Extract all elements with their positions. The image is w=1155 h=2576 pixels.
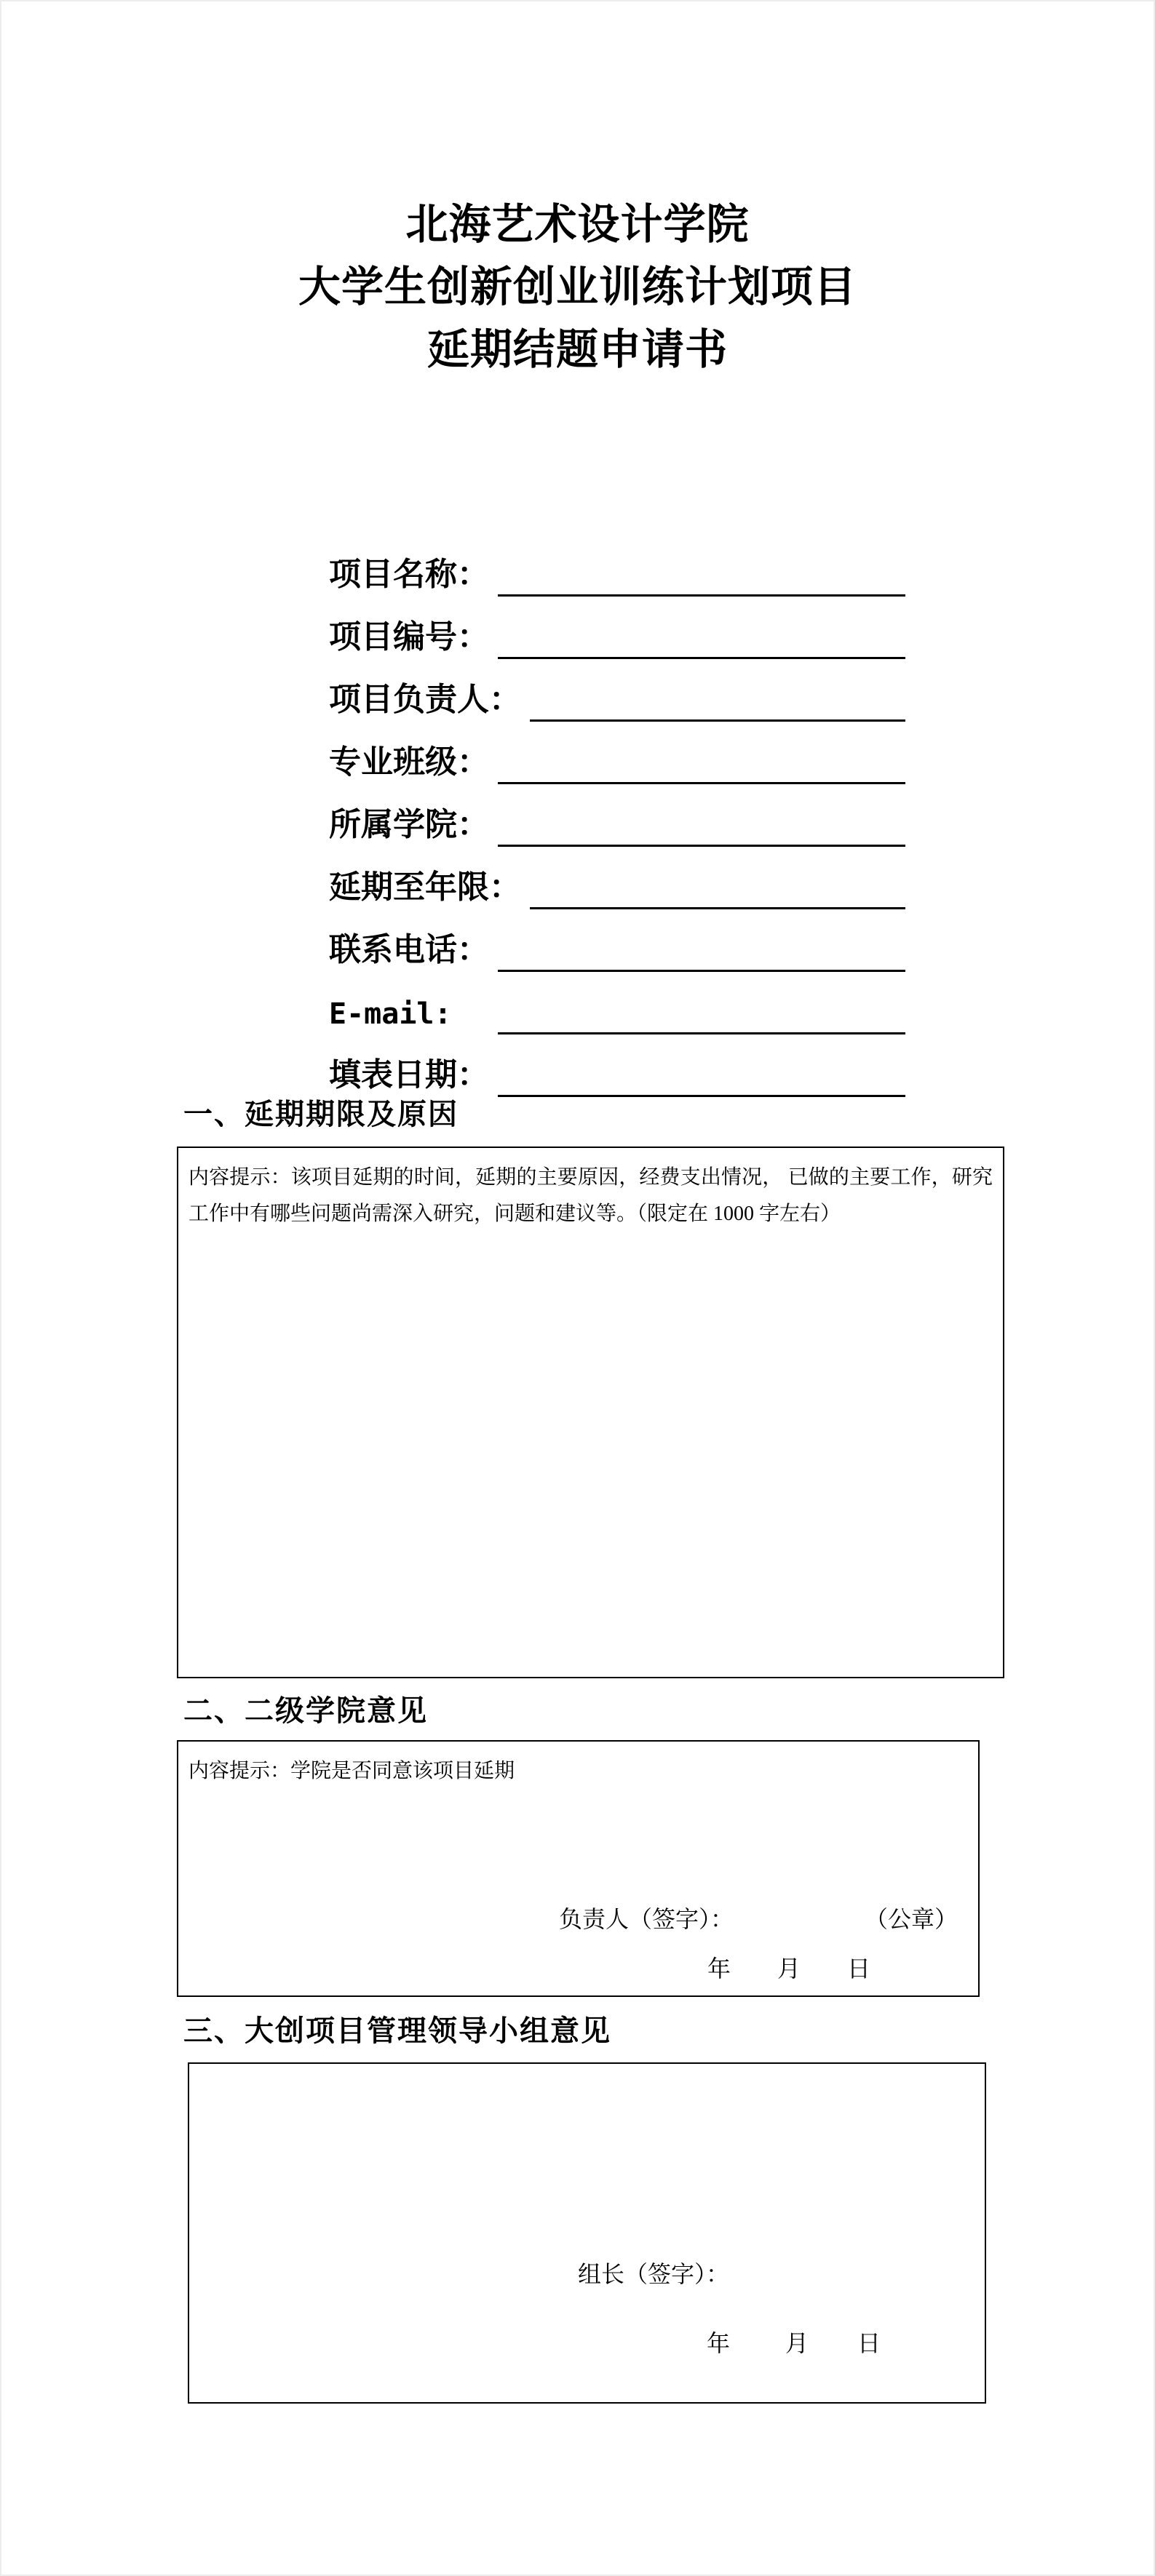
date-day-label: 日 — [847, 1955, 871, 1982]
section-box-leading-group-opinion — [188, 2062, 986, 2404]
field-label-major-class: 专业班级： — [329, 744, 489, 780]
date-month-label: 月 — [777, 1955, 801, 1982]
date-day-label: 日 — [857, 2330, 881, 2356]
hint-text-extension-reason: 内容提示：该项目延期的时间，延期的主要原因，经费支出情况， 已做的主要工作，研究工作中有哪些问题尚需深入研究，问题和建议等。（限定在 1000 字左右） — [188, 1166, 993, 1225]
section-box-extension-reason — [177, 1147, 1004, 1678]
field-label-college: 所属学院： — [329, 807, 489, 842]
title-line-school: 北海艺术设计学院 — [405, 201, 750, 248]
field-row-college — [329, 784, 905, 847]
field-label-extension-year: 延期至年限： — [329, 869, 521, 905]
field-blank-line — [498, 782, 905, 784]
field-row-major-class — [329, 722, 905, 784]
section-heading-college-opinion: 二、二级学院意见 — [183, 1695, 428, 1727]
field-row-extension-year — [329, 847, 905, 909]
field-blank-line — [498, 970, 905, 972]
field-row-email — [329, 972, 905, 1034]
section-box-college-opinion — [177, 1740, 980, 1997]
field-blank-line — [498, 594, 905, 597]
section-heading-leading-group-opinion: 三、大创项目管理领导小组意见 — [183, 2015, 611, 2047]
field-label-project-leader: 项目负责人： — [329, 682, 521, 717]
date-year-label: 年 — [707, 1955, 731, 1982]
date-year-label: 年 — [707, 2330, 731, 2356]
field-label-phone: 联系电话： — [329, 932, 489, 968]
date-month-label: 月 — [785, 2330, 809, 2356]
title-line-program: 大学生创新创业训练计划项目 — [298, 263, 857, 311]
field-label-fill-date: 填表日期： — [329, 1057, 489, 1093]
field-row-project-leader — [329, 659, 905, 722]
field-label-email: E-mail: — [329, 997, 452, 1031]
cover-fields — [329, 534, 905, 1097]
title-line-form: 延期结题申请书 — [426, 326, 728, 373]
field-row-project-name — [329, 534, 905, 597]
field-row-project-number — [329, 597, 905, 659]
field-blank-line — [498, 657, 905, 659]
signer-label-college: 负责人（签字）： — [559, 1906, 734, 1932]
seal-label: （公章） — [865, 1906, 958, 1932]
field-blank-line — [498, 1095, 905, 1097]
field-label-project-number: 项目编号： — [329, 619, 489, 655]
field-row-fill-date — [329, 1034, 905, 1097]
field-label-project-name: 项目名称： — [329, 557, 489, 592]
section-heading-extension-reason: 一、延期期限及原因 — [183, 1098, 459, 1131]
signer-label-group-leader: 组长（签字）： — [578, 2261, 730, 2287]
field-blank-line — [498, 1032, 905, 1034]
document-title — [1, 194, 1154, 381]
field-blank-line — [530, 719, 905, 722]
hint-text-college-opinion: 内容提示：学院是否同意该项目延期 — [188, 1760, 515, 1782]
field-blank-line — [530, 907, 905, 909]
field-row-phone — [329, 909, 905, 972]
field-blank-line — [498, 845, 905, 847]
